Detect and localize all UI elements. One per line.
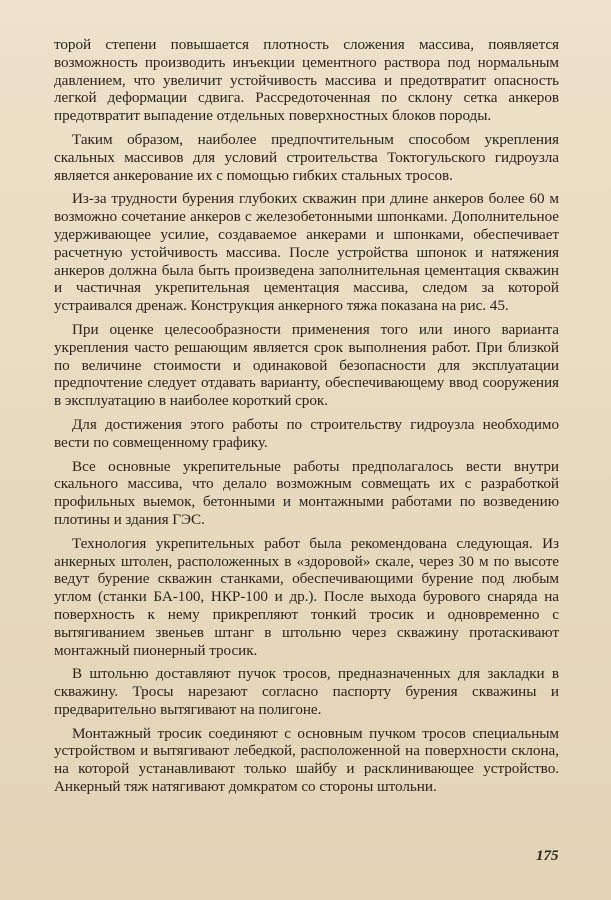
paragraph-3: Из-за трудности бурения глубоких скважин при длине анкеров более 60 м возможно сочетание анкеров с железобетонными шпонками. Дополнительное удерживающее усилие, создаваемое анкерами и шпонками, обеспечивает расчетную устойчивость массива. После устройства шпонок и натяжения анкеров должна была быть произведена заполнительная цементация скважин и частичная укрепительная цементация массива, следом за которой устраивался дренаж. Конструкция анкерного тяжа показана на рис. 45. [54, 190, 559, 315]
paragraph-1: торой степени повышается плотность сложения массива, появляется возможность производить инъекции цементного раствора под нормальным давлением, что увеличит устойчивость массива и предотвратит опасность легкой деформации сдвига. Рассредоточенная по склону сетка анкеров предотвратит выпадение отдельных поверхностных блоков породы. [54, 36, 559, 125]
paragraph-7: Технология укрепительных работ была рекомендована следующая. Из анкерных штолен, расположенных в «здоровой» скале, через 30 м по высоте ведут бурение скважин станками, обеспечивающими бурение под любым углом (станки БА-100, НКР-100 и др.). После выхода бурового снаряда на поверхность к нему прикрепляют тонкий тросик и одновременно с вытягиванием звеньев штанг в штольню через скважину протаскивают монтажный пионерный тросик. [54, 534, 559, 659]
page-number: 175 [536, 848, 559, 864]
paragraph-5: Для достижения этого работы по строительству гидроузла необходимо вести по совмещенному графику. [54, 415, 559, 451]
paragraph-4: При оценке целесообразности применения того или иного варианта укрепления часто решающим является срок выполнения работ. При близкой по величине стоимости и одинаковой безопасности для эксплуатации предпочтение следует отдавать варианту, обеспечивающему ввод сооружения в эксплуатацию в наиболее короткий срок. [54, 320, 559, 410]
paragraph-2: Таким образом, наиболее предпочтительным способом укрепления скальных массивов для условий строительства Токтогульского гидроузла является анкерование их с помощью гибких стальных тросов. [54, 130, 559, 184]
body-text [54, 36, 559, 802]
paragraph-6: Все основные укрепительные работы предполагалось вести внутри скального массива, что делало возможным совмещать их с разработкой профильных выемок, бетонными и монтажными работами по возведению плотины и здания ГЭС. [54, 457, 559, 528]
paragraph-9: Монтажный тросик соединяют с основным пучком тросов специальным устройством и вытягивают лебедкой, расположенной на поверхности склона, на которой устанавливают только шайбу и расклинивающее устройство. Анкерный тяж натягивают домкратом со стороны штольни. [54, 724, 559, 796]
paragraph-8: В штольню доставляют пучок тросов, предназначенных для закладки в скважину. Тросы нарезают согласно паспорту бурения скважины и предварительно вытягивают на полигоне. [54, 665, 559, 718]
